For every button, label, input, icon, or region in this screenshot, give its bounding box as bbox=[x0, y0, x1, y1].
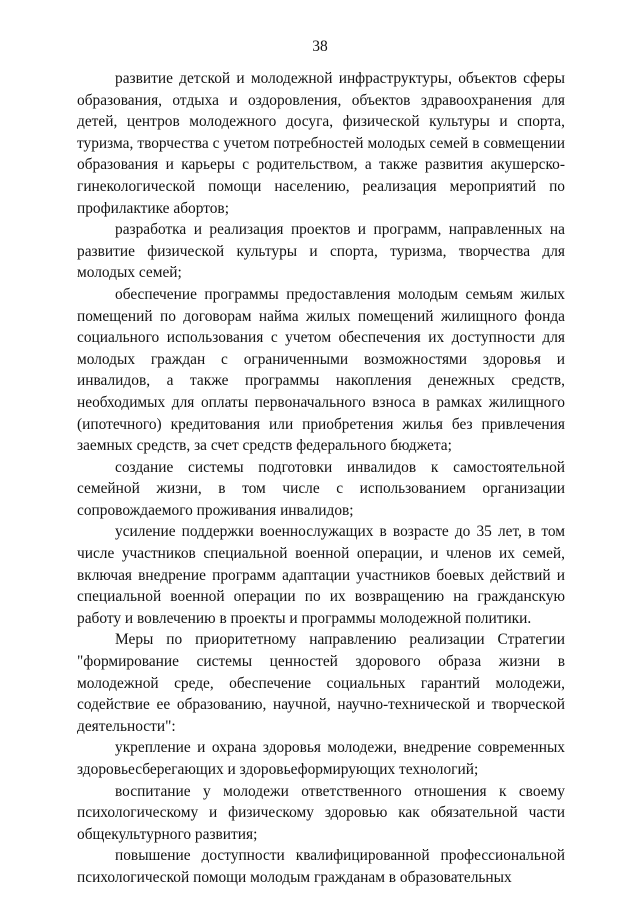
paragraph-military-support: усиление поддержки военнослужащих в возрасте до 35 лет, в том числе участников специальной военной операции, и членов их семей, включая внедрение программ адаптации участников боевых действий и специальной военной операции по их возвращению на гражданскую работу и вовлечению в проекты и программы молодежной политики. bbox=[77, 523, 565, 627]
paragraph-priority-direction: Меры по приоритетному направлению реализации Стратегии "формирование системы ценностей здорового образа жизни в молодежной среде, обеспечение социальных гарантий молодежи, содействие ее образованию, научной, научно-технической и творческой деятельности": bbox=[77, 631, 565, 735]
paragraph-programs-development: разработка и реализация проектов и программ, направленных на развитие физической культуры и спорта, туризма, творчества для молодых семей; bbox=[77, 221, 565, 282]
paragraph-responsible-attitude: воспитание у молодежи ответственного отношения к своему психологическому и физическому здоровью как обязательной части общекультурного развития; bbox=[77, 782, 565, 843]
paragraph-youth-infrastructure: развитие детской и молодежной инфраструктуры, объектов сферы образования, отдыха и оздоровления, объектов здравоохранения для детей, центров молодежного досуга, физической культуры и спорта, туризма, творчества с учетом потребностей молодых семей в совмещении образования и карьеры с родительством, а также развития акушерско-гинекологической помощи населению, реализация мероприятий по профилактике абортов; bbox=[77, 70, 565, 217]
document-body bbox=[77, 68, 565, 889]
paragraph-psychological-help: повышение доступности квалифицированной профессиональной психологической помощи молодым гражданам в образовательных bbox=[77, 847, 565, 886]
page-number: 38 bbox=[312, 38, 328, 55]
paragraph-disabled-family-life: создание системы подготовки инвалидов к самостоятельной семейной жизни, в том числе с использованием организации сопровождаемого проживания инвалидов; bbox=[77, 458, 565, 519]
paragraph-housing-provision: обеспечение программы предоставления молодым семьям жилых помещений по договорам найма жилых помещений жилищного фонда социального использования с учетом обеспечения их доступности для молодых граждан с ограниченными возможностями здоровья и инвалидов, а также программы накопления денежных средств, необходимых для оплаты первоначального взноса в рамках жилищного (ипотечного) кредитования или приобретения жилья без привлечения заемных средств, за счет средств федерального бюджета; bbox=[77, 285, 565, 455]
paragraph-health-protection: укрепление и охрана здоровья молодежи, внедрение современных здоровьесберегающих и здоровьеформирующих технологий; bbox=[77, 739, 565, 778]
